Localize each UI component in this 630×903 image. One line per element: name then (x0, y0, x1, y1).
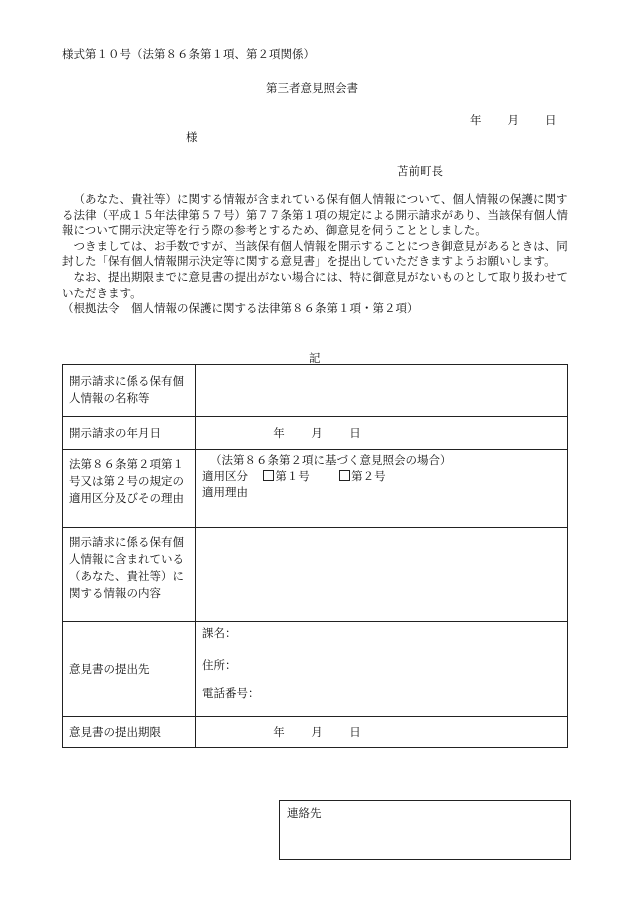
row-label-request-date: 開示請求の年月日 (63, 417, 196, 450)
row-value-information-name[interactable] (196, 365, 568, 417)
row-value-submission-deadline[interactable] (196, 717, 568, 748)
deadline-month-label: 月 (311, 725, 323, 739)
reason-label: 適用理由 (202, 485, 248, 499)
option1-label: 第１号 (275, 469, 310, 483)
date-month-label: 月 (507, 113, 519, 127)
phone-label: 電話番号： (202, 686, 260, 700)
table-row (63, 417, 568, 450)
request-year-label: 年 (273, 426, 285, 440)
information-table (62, 364, 568, 748)
row-label-submission-deadline: 意見書の提出期限 (63, 717, 196, 748)
table-row (63, 717, 568, 748)
date-year-label: 年 (470, 113, 482, 127)
deadline-year-label: 年 (273, 725, 285, 739)
consultation-note: （法第８６条第２項に基づく意見照会の場合） (210, 453, 452, 467)
row-value-submission-destination (196, 622, 568, 717)
body-paragraph-3: なお、提出期限までに意見書の提出がない場合には、特に御意見がないものとして取り扱わせていただきます。 (62, 269, 568, 300)
address-label: 住所： (202, 658, 237, 672)
section-name-label: 課名： (202, 626, 237, 640)
row-label-applicable-category: 法第８６条第２項第１号又は第２号の規定の適用区分及びその理由 (63, 450, 196, 528)
row-label-information-name: 開示請求に係る保有個人情報の名称等 (63, 365, 196, 417)
table-row (63, 365, 568, 417)
row-value-applicable-category (196, 450, 568, 528)
date-day-label: 日 (545, 113, 557, 127)
option2-checkbox[interactable] (339, 470, 350, 481)
contact-label: 連絡先 (287, 806, 322, 820)
deadline-day-label: 日 (349, 725, 361, 739)
category-label: 適用区分 (202, 469, 248, 483)
addressee-suffix: 様 (186, 130, 198, 144)
body-paragraph-2: つきましては、お手数ですが、当該保有個人情報を開示することにつき御意見があるときは、同封した「保有個人情報開示決定等に関する意見書」を提出していただきますようお願いします。 (62, 238, 568, 269)
option1-checkbox[interactable] (263, 470, 274, 481)
row-label-information-content: 開示請求に係る保有個人情報に含まれている（あなた、貴社等）に関する情報の内容 (63, 528, 196, 622)
date-header (470, 112, 557, 128)
ki-heading: 記 (309, 351, 321, 365)
request-month-label: 月 (311, 426, 323, 440)
sender-name: 苫前町長 (397, 164, 443, 178)
category-line (202, 468, 567, 484)
table-row (63, 450, 568, 528)
legal-basis: （根拠法令 個人情報の保護に関する法律第８６条第１項・第２項） (62, 301, 419, 316)
page-title: 第三者意見照会書 (266, 81, 358, 95)
table-row (63, 622, 568, 717)
table-row (63, 528, 568, 622)
body-text (62, 192, 569, 317)
row-label-submission-destination: 意見書の提出先 (63, 622, 196, 717)
row-value-request-date[interactable] (196, 417, 568, 450)
contact-box[interactable] (279, 800, 571, 860)
request-day-label: 日 (349, 426, 361, 440)
option2-label: 第２号 (351, 469, 386, 483)
row-value-information-content[interactable] (196, 528, 568, 622)
form-number: 様式第１０号（法第８６条第１項、第２項関係） (62, 47, 315, 61)
body-paragraph-1: （あなた、貴社等）に関する情報が含まれている保有個人情報について、個人情報の保護に関する法律（平成１５年法律第５７号）第７７条第１項の規定による開示請求があり、当該保有個人情報について開示決定等を行う際の参考とするため、御意見を伺うこととしました。 (62, 192, 568, 238)
